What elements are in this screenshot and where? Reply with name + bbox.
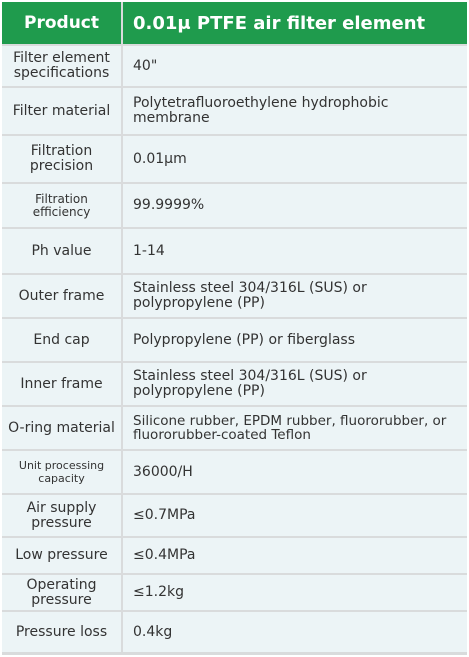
row-value-filtration-efficiency: 99.9999% [123,184,467,227]
row-label-end-cap: End cap [2,319,121,361]
row-label-filter-element-specifications: Filter element specifications [2,46,121,86]
row-value-air-supply-pressure: ≤0.7MPa [123,495,467,536]
row-value-operating-pressure: ≤1.2kg [123,575,467,610]
header-product-label: Product [2,2,121,44]
row-label-filter-material: Filter material [2,88,121,134]
row-label-low-pressure: Low pressure [2,538,121,573]
row-value-filter-element-specifications: 40" [123,46,467,86]
row-label-ph-value: Ph value [2,229,121,273]
row-label-filtration-efficiency: Filtration efficiency [2,184,121,227]
row-value-filter-material: Polytetrafluoroethylene hydrophobic membrane [123,88,467,134]
row-value-low-pressure: ≤0.4MPa [123,538,467,573]
row-label-pressure-loss: Pressure loss [2,612,121,652]
row-value-inner-frame: Stainless steel 304/316L (SUS) or polypropylene (PP) [123,363,467,405]
row-value-pressure-loss: 0.4kg [123,612,467,652]
row-value-end-cap: Polypropylene (PP) or fiberglass [123,319,467,361]
row-value-filtration-precision: 0.01μm [123,136,467,182]
row-label-outer-frame: Outer frame [2,275,121,317]
spec-table [2,2,467,655]
row-value-ph-value: 1-14 [123,229,467,273]
row-label-operating-pressure: Operating pressure [2,575,121,610]
row-label-o-ring-material: O-ring material [2,407,121,449]
row-value-unit-processing-capacity: 36000/H [123,451,467,493]
row-label-air-supply-pressure: Air supply pressure [2,495,121,536]
row-label-unit-processing-capacity: Unit processing capacity [2,451,121,493]
row-value-o-ring-material: Silicone rubber, EPDM rubber, fluororubber, or fluororubber-coated Teflon [123,407,467,449]
header-product-name: 0.01μ PTFE air filter element [123,2,467,44]
row-value-outer-frame: Stainless steel 304/316L (SUS) or polypropylene (PP) [123,275,467,317]
row-label-filtration-precision: Filtration precision [2,136,121,182]
row-label-inner-frame: Inner frame [2,363,121,405]
